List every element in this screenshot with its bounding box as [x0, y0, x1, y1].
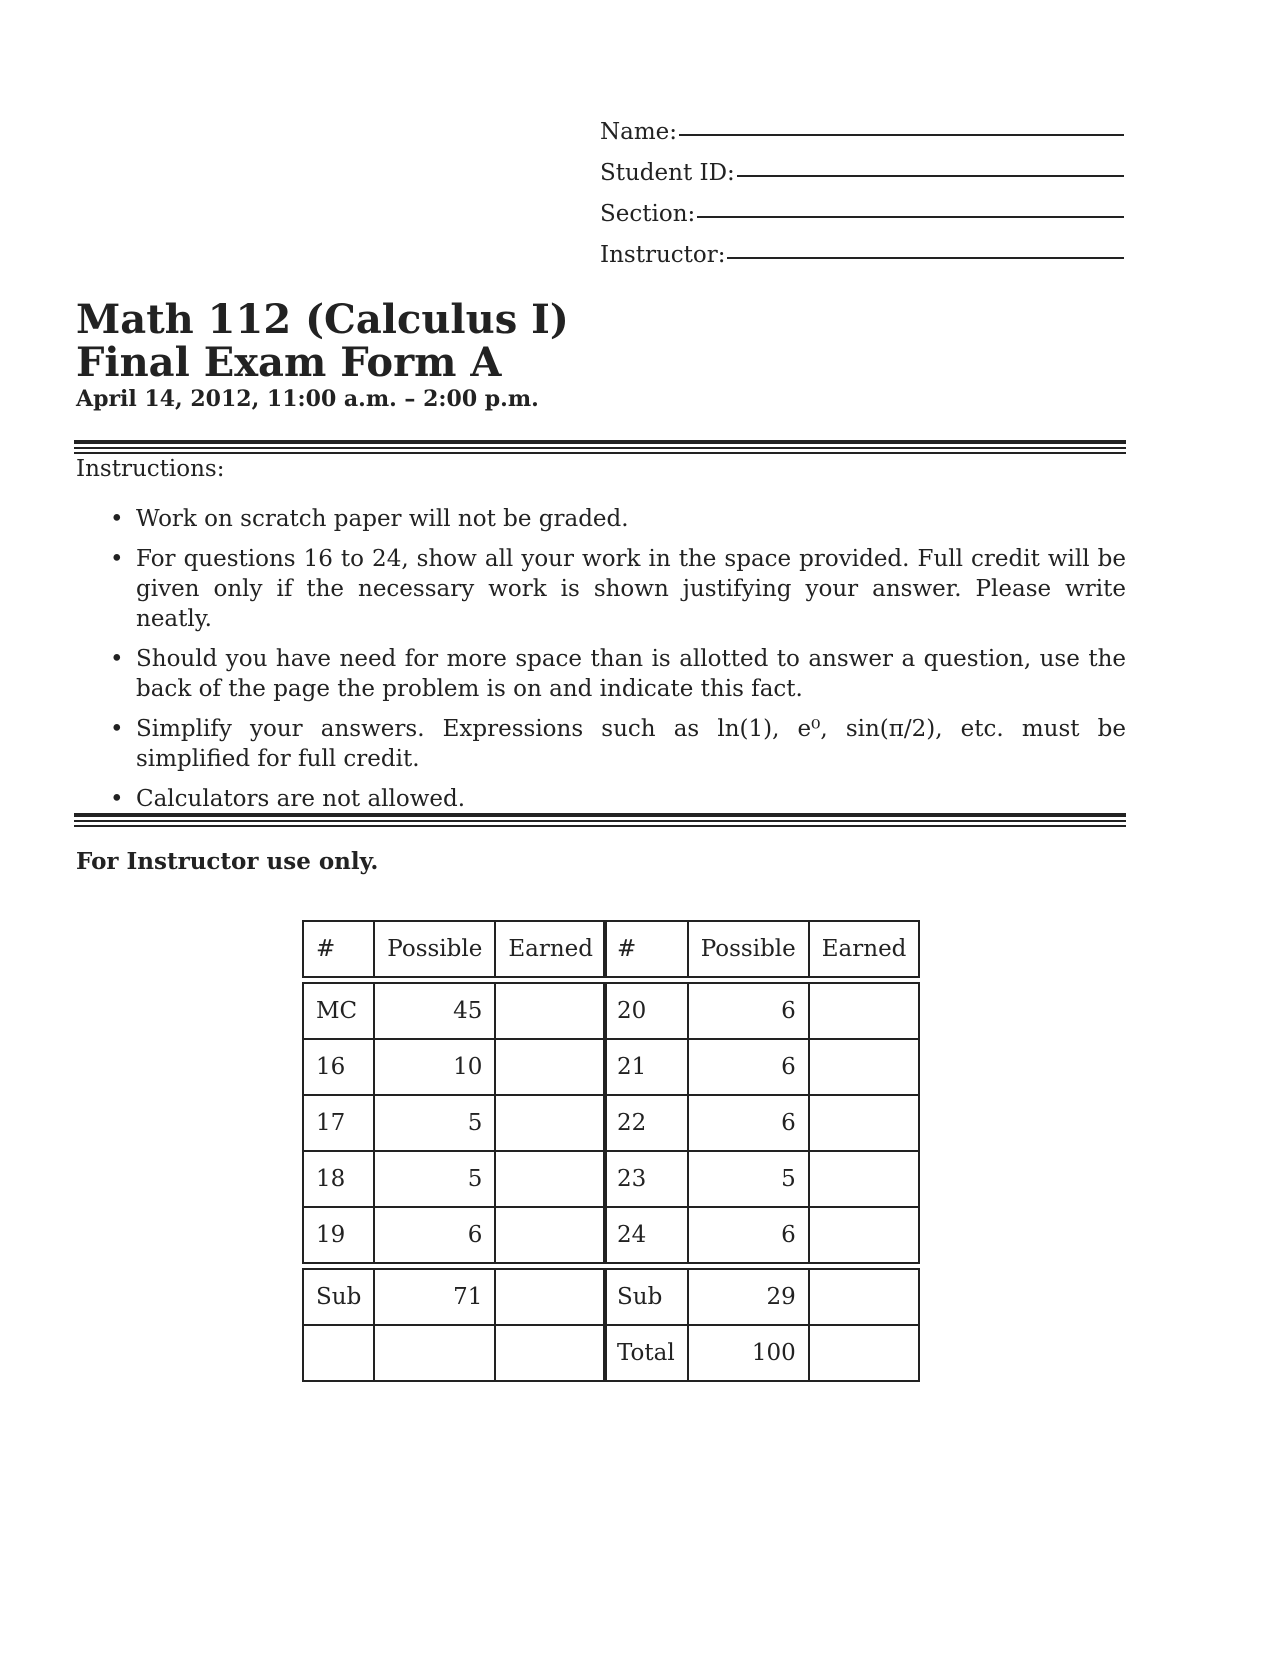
title-line-2: Final Exam Form A [76, 339, 502, 386]
blank-row [302, 1326, 607, 1382]
grade-table-right [603, 920, 920, 1382]
name-field[interactable] [600, 104, 1124, 145]
table-row [603, 1096, 920, 1152]
question-number: 17 [302, 1096, 375, 1152]
student-info-fields [600, 104, 1124, 268]
earned-points[interactable] [810, 1208, 921, 1264]
possible-points: 5 [375, 1152, 496, 1208]
bullet-icon: • [110, 506, 124, 532]
bottom-divider [74, 813, 1126, 827]
instruction-item: • Should you have need for more space than is allotted to answer a question, use the back of the page the problem is on and indicate this fact. [110, 646, 1126, 702]
question-number: 18 [302, 1152, 375, 1208]
blank-cell [302, 1326, 375, 1382]
earned-points[interactable] [496, 1040, 607, 1096]
possible-points: 5 [375, 1096, 496, 1152]
possible-points: 45 [375, 982, 496, 1040]
subtotal-row [302, 1268, 607, 1326]
header-earned: Earned [496, 920, 607, 978]
possible-points: 5 [689, 1152, 810, 1208]
instructor-use-heading: For Instructor use only. [76, 848, 379, 875]
earned-points[interactable] [810, 1152, 921, 1208]
section-label: Section: [600, 201, 696, 227]
instructions-heading: Instructions: [76, 456, 225, 482]
bullet-icon: • [110, 716, 124, 742]
instructions-list [108, 504, 1126, 824]
table-header-row [603, 920, 920, 978]
header-number: # [302, 920, 375, 978]
earned-points[interactable] [496, 1152, 607, 1208]
table-row [302, 1096, 607, 1152]
bullet-icon: • [110, 786, 124, 812]
blank-cell [375, 1326, 496, 1382]
total-label: Total [603, 1326, 689, 1382]
section-field[interactable] [600, 186, 1124, 227]
exam-date: April 14, 2012, 11:00 a.m. – 2:00 p.m. [76, 386, 539, 412]
subtotal-label: Sub [603, 1268, 689, 1326]
table-row [302, 1040, 607, 1096]
bullet-icon: • [110, 646, 124, 672]
name-line[interactable] [679, 134, 1124, 136]
table-row [603, 1040, 920, 1096]
possible-points: 6 [375, 1208, 496, 1264]
earned-points[interactable] [496, 1096, 607, 1152]
earned-points[interactable] [810, 1096, 921, 1152]
question-number: 16 [302, 1040, 375, 1096]
table-row [302, 1152, 607, 1208]
question-number: 21 [603, 1040, 689, 1096]
possible-points: 10 [375, 1040, 496, 1096]
possible-points: 6 [689, 1040, 810, 1096]
total-row [603, 1326, 920, 1382]
subtotal-possible: 71 [375, 1268, 496, 1326]
header-possible: Possible [375, 920, 496, 978]
subtotal-possible: 29 [689, 1268, 810, 1326]
header-earned: Earned [810, 920, 921, 978]
student-id-label: Student ID: [600, 160, 735, 186]
table-row [603, 1152, 920, 1208]
subtotal-row [603, 1268, 920, 1326]
grade-table-left [302, 920, 607, 1382]
subtotal-earned[interactable] [810, 1268, 921, 1326]
table-row [603, 1208, 920, 1264]
question-number: 19 [302, 1208, 375, 1264]
earned-points[interactable] [496, 982, 607, 1040]
instruction-item: • Simplify your answers. Expressions such as ln(1), e⁰, sin(π/2), etc. must be simplified for full credit. [110, 716, 1126, 772]
total-possible: 100 [689, 1326, 810, 1382]
name-label: Name: [600, 119, 678, 145]
exam-title [76, 298, 569, 384]
table-row [302, 982, 607, 1040]
instruction-item: • Work on scratch paper will not be graded. [110, 506, 629, 532]
earned-points[interactable] [496, 1208, 607, 1264]
section-line[interactable] [697, 216, 1124, 218]
instruction-item: • For questions 16 to 24, show all your work in the space provided. Full credit will be given only if the necessary work is shown justifying your answer. Please write neatly. [110, 546, 1126, 632]
top-divider [74, 440, 1126, 454]
table-header-row [302, 920, 607, 978]
header-number: # [603, 920, 689, 978]
title-line-1: Math 112 (Calculus I) [76, 296, 569, 343]
possible-points: 6 [689, 1096, 810, 1152]
subtotal-label: Sub [302, 1268, 375, 1326]
possible-points: 6 [689, 982, 810, 1040]
question-number: 24 [603, 1208, 689, 1264]
student-id-field[interactable] [600, 145, 1124, 186]
bullet-icon: • [110, 546, 124, 572]
earned-points[interactable] [810, 1040, 921, 1096]
possible-points: 6 [689, 1208, 810, 1264]
earned-points[interactable] [810, 982, 921, 1040]
instruction-item: • Calculators are not allowed. [110, 786, 466, 812]
question-number: 22 [603, 1096, 689, 1152]
instructor-field[interactable] [600, 227, 1124, 268]
table-row [603, 982, 920, 1040]
instructor-line[interactable] [727, 257, 1124, 259]
subtotal-earned[interactable] [496, 1268, 607, 1326]
table-row [302, 1208, 607, 1264]
header-possible: Possible [689, 920, 810, 978]
instructor-label: Instructor: [600, 242, 726, 268]
student-id-line[interactable] [737, 175, 1124, 177]
blank-cell [496, 1326, 607, 1382]
question-number: MC [302, 982, 375, 1040]
question-number: 20 [603, 982, 689, 1040]
total-earned[interactable] [810, 1326, 921, 1382]
question-number: 23 [603, 1152, 689, 1208]
